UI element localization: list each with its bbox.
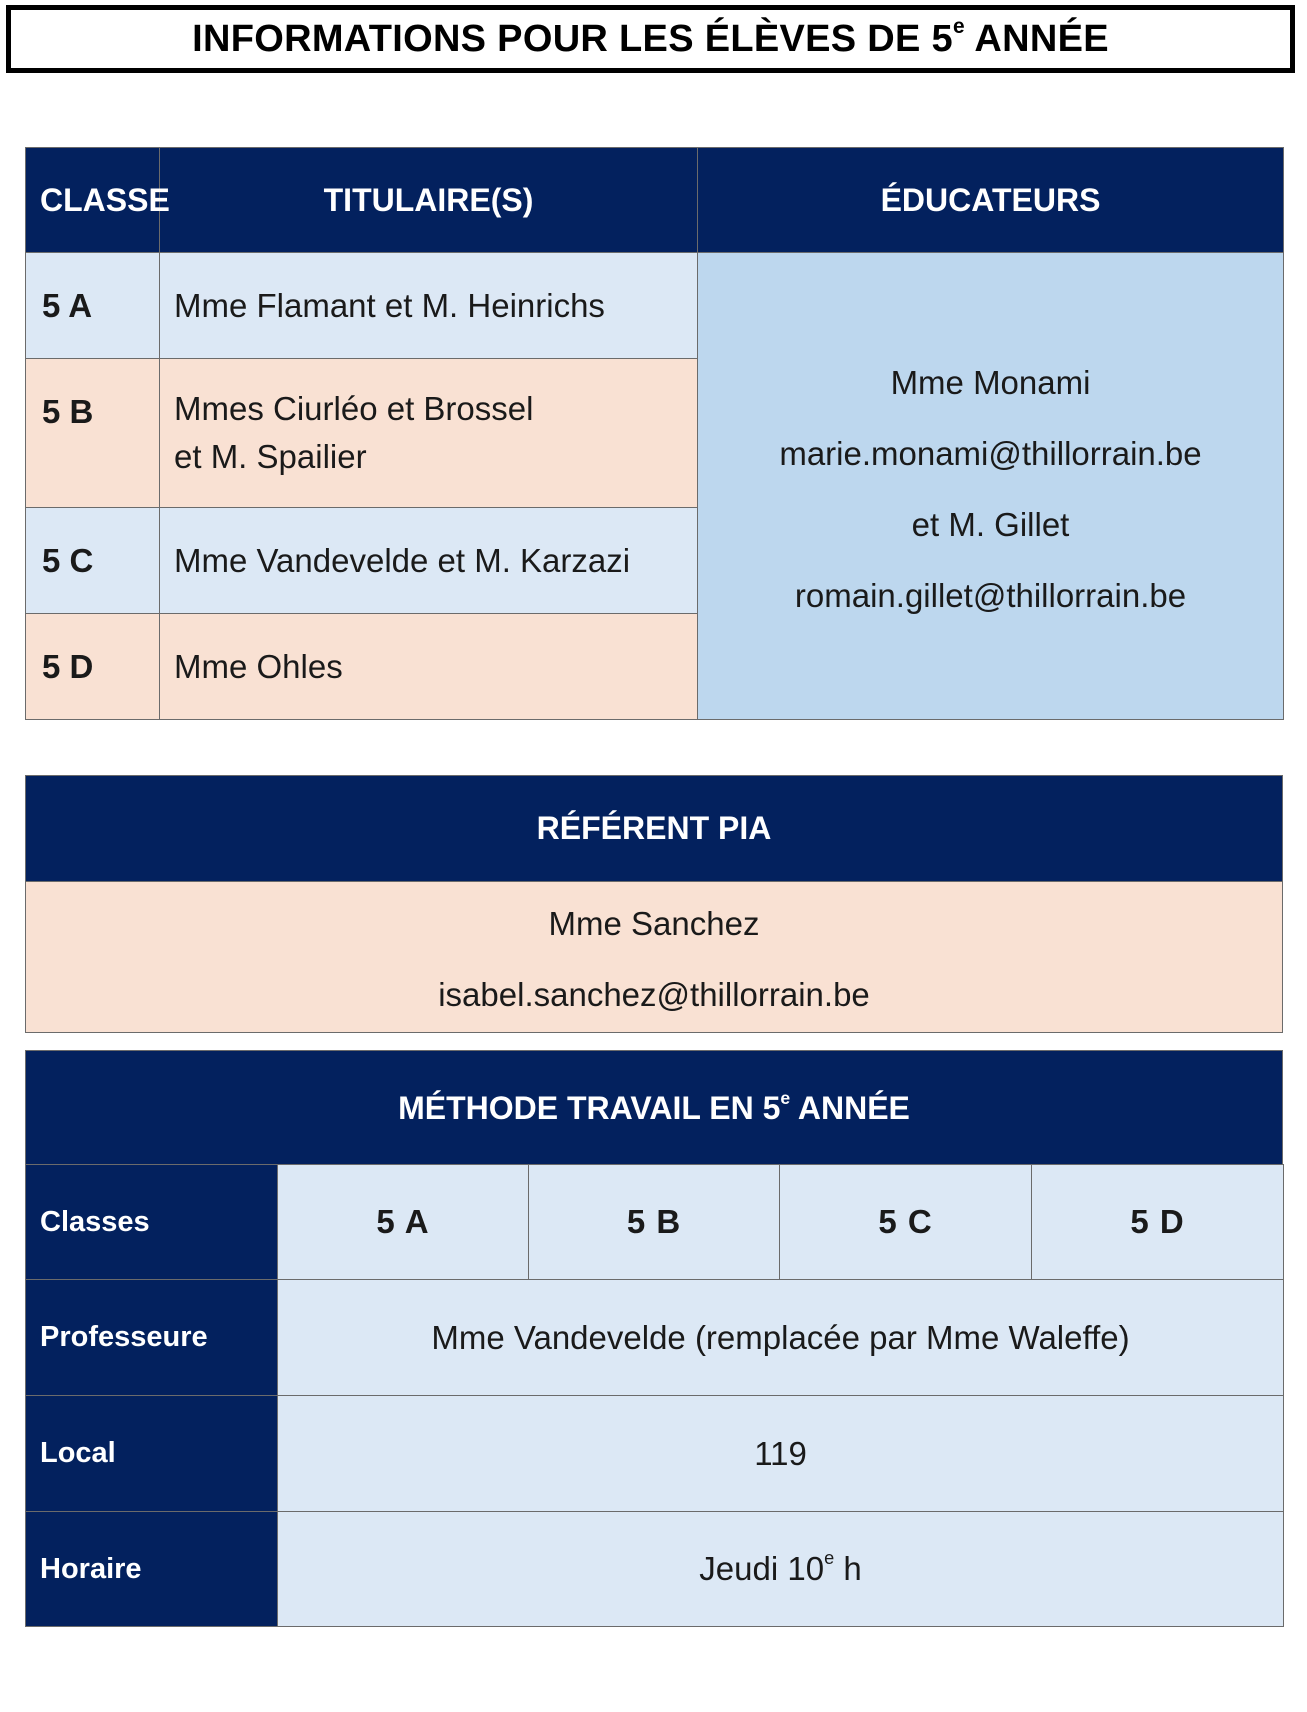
referent-header: RÉFÉRENT PIA [26,776,1283,882]
educateur-email-2[interactable]: romain.gillet@thillorrain.be [794,577,1187,614]
local-label: Local [26,1396,278,1512]
referent-header-row [26,776,1283,882]
class-row-5a [26,253,1284,359]
titulaire-cell: Mme Ohles [160,614,698,720]
methode-horaire-row [26,1512,1284,1627]
methode-header: MÉTHODE TRAVAIL EN 5e ANNÉE [26,1051,1283,1166]
educateur-email-1[interactable]: marie.monami@thillorrain.be [779,435,1202,472]
methode-class-5b: 5 B [529,1165,780,1280]
methode-professeure-row [26,1280,1284,1396]
referent-email[interactable]: isabel.sanchez@thillorrain.be [438,976,870,1013]
referent-table [25,775,1283,1033]
referent-name: Mme Sanchez [548,905,760,942]
methode-class-5d: 5 D [1032,1165,1284,1280]
methode-local-row [26,1396,1284,1512]
educateurs-cell [698,253,1284,720]
class-label: 5 C [26,508,160,614]
educateur-name-1: Mme Monami [890,364,1091,401]
titulaires-header-row [26,148,1284,253]
header-educateurs: ÉDUCATEURS [698,148,1284,253]
methode-header-table [25,1050,1283,1166]
referent-body-row [26,882,1283,1033]
header-titulaires: TITULAIRE(S) [160,148,698,253]
page-title [6,5,1295,73]
referent-cell [26,882,1283,1033]
methode-classes-row [26,1165,1284,1280]
methode-table [25,1164,1284,1627]
local-value: 119 [278,1396,1284,1512]
methode-header-row [26,1051,1283,1166]
professeure-label: Professeure [26,1280,278,1396]
class-label: 5 B [26,359,160,508]
methode-class-5a: 5 A [278,1165,529,1280]
class-label: 5 D [26,614,160,720]
class-label: 5 A [26,253,160,359]
educateur-name-2: et M. Gillet [911,506,1070,543]
titulaires-table [25,147,1284,720]
header-classe: CLASSE [26,148,160,253]
titulaire-line-1: Mmes Ciurléo et Brossel [174,390,534,427]
methode-class-5c: 5 C [780,1165,1032,1280]
titulaire-cell: Mme Vandevelde et M. Karzazi [160,508,698,614]
titulaire-line-2: et M. Spailier [174,438,367,475]
titulaire-cell: Mme Flamant et M. Heinrichs [160,253,698,359]
title-text: INFORMATIONS POUR LES ÉLÈVES DE 5e ANNÉE [192,15,1109,60]
classes-label: Classes [26,1165,278,1280]
horaire-value: Jeudi 10e h [278,1512,1284,1627]
horaire-label: Horaire [26,1512,278,1627]
professeure-value: Mme Vandevelde (remplacée par Mme Waleffe) [278,1280,1284,1396]
titulaire-cell [160,359,698,508]
